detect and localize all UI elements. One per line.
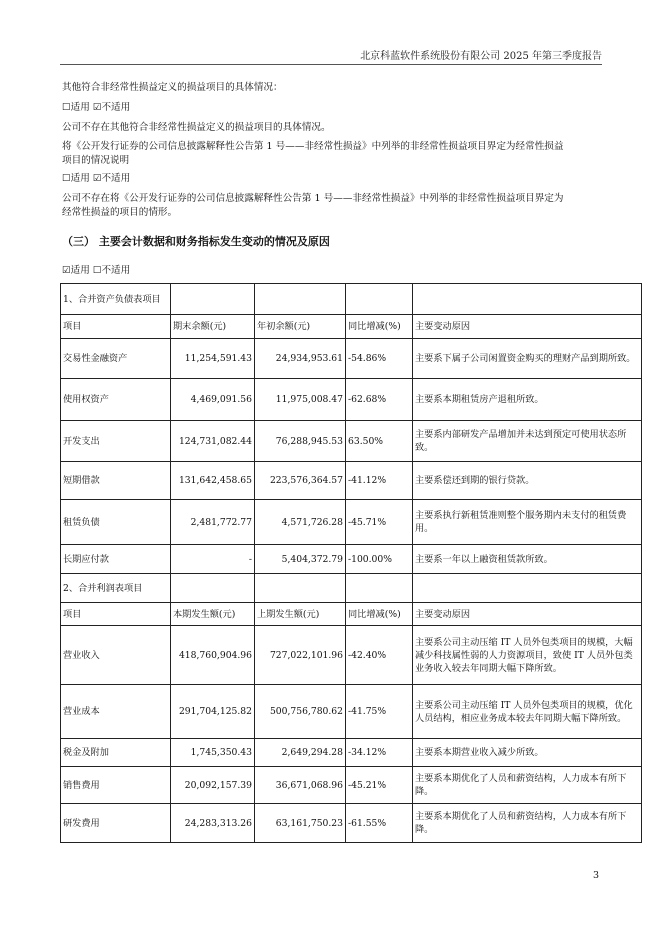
header-rule	[60, 64, 602, 65]
report-header: 北京科蓝软件系统股份有限公司 2025 年第三季度报告	[360, 51, 602, 62]
item-name: 短期借款	[61, 462, 171, 500]
prior-amount: 727,022,101.96	[255, 626, 346, 685]
column-header: 期末余额(元)	[171, 315, 255, 339]
prior-amount: 4,571,726.28	[255, 500, 346, 545]
table-row	[61, 767, 642, 804]
intro-line-4b: 经常性损益的项目的情形。	[62, 207, 178, 218]
prior-amount: 2,649,294.28	[255, 739, 346, 767]
current-amount: 4,469,091.56	[171, 379, 255, 421]
item-name: 租赁负债	[61, 500, 171, 545]
table-row	[61, 339, 642, 379]
prior-amount: 76,288,945.53	[255, 421, 346, 462]
change-percent: -62.68%	[346, 379, 413, 421]
item-name: 研发费用	[61, 804, 171, 843]
column-header: 项目	[61, 603, 171, 626]
current-amount: -	[171, 545, 255, 574]
empty-cell	[346, 284, 413, 315]
income-column-header-row	[61, 603, 642, 626]
table-row	[61, 685, 642, 739]
change-reason: 主要系偿还到期的银行贷款。	[413, 462, 642, 500]
balance-column-header-row	[61, 315, 642, 339]
column-header: 主要变动原因	[413, 315, 642, 339]
intro-line-1: 其他符合非经常性损益定义的损益项目的具体情况：	[62, 82, 283, 93]
prior-amount: 63,161,750.23	[255, 804, 346, 843]
current-amount: 1,745,350.43	[171, 739, 255, 767]
option-applicable: ☑适用 ☐不适用	[62, 265, 131, 276]
table-row	[61, 545, 642, 574]
table-row	[61, 379, 642, 421]
empty-cell	[413, 284, 642, 315]
empty-cell	[255, 284, 346, 315]
change-percent: -100.00%	[346, 545, 413, 574]
change-reason: 主要系一年以上融资租赁款所致。	[413, 545, 642, 574]
change-reason: 主要系本期租赁房产退租所致。	[413, 379, 642, 421]
current-amount: 418,760,904.96	[171, 626, 255, 685]
intro-line-3a: 将《公开发行证券的公司信息披露解释性公告第 1 号——非经常性损益》中列举的非经常性损益项目界定为经常性损益	[62, 141, 564, 152]
change-reason: 主要系本期优化了人员和薪资结构，人力成本有所下降。	[413, 804, 642, 843]
current-amount: 24,283,313.26	[171, 804, 255, 843]
column-header: 项目	[61, 315, 171, 339]
prior-amount: 24,934,953.61	[255, 339, 346, 379]
change-reason: 主要系下属子公司闲置资金购买的理财产品到期所致。	[413, 339, 642, 379]
option-not-applicable-1: ☐适用 ☑不适用	[62, 102, 131, 113]
change-reason: 主要系公司主动压缩 IT 人员外包类项目的规模，大幅减少科技属性弱的人力资源项目，致使 IT 人员外包类业务收入较去年同期大幅下降所致。	[413, 626, 642, 685]
income-heading-row	[61, 574, 642, 603]
prior-amount: 500,756,780.62	[255, 685, 346, 739]
column-header: 同比增减(%)	[346, 315, 413, 339]
change-percent: -42.40%	[346, 626, 413, 685]
change-reason: 主要系执行新租赁准则整个服务期内未支付的租赁费用。	[413, 500, 642, 545]
empty-cell	[255, 574, 346, 603]
item-name: 营业收入	[61, 626, 171, 685]
change-percent: -41.12%	[346, 462, 413, 500]
item-name: 营业成本	[61, 685, 171, 739]
prior-amount: 11,975,008.47	[255, 379, 346, 421]
column-header: 主要变动原因	[413, 603, 642, 626]
empty-cell	[346, 574, 413, 603]
option-not-applicable-2: ☐适用 ☑不适用	[62, 173, 131, 184]
change-percent: -61.55%	[346, 804, 413, 843]
table-row	[61, 500, 642, 545]
prior-amount: 5,404,372.79	[255, 545, 346, 574]
intro-line-3b: 项目的情况说明	[62, 155, 130, 166]
change-reason: 主要系本期优化了人员和薪资结构，人力成本有所下降。	[413, 767, 642, 804]
column-header: 同比增减(%)	[346, 603, 413, 626]
change-reason: 主要系内部研发产品增加并未达到预定可使用状态所致。	[413, 421, 642, 462]
column-header: 年初余额(元)	[255, 315, 346, 339]
prior-amount: 36,671,068.96	[255, 767, 346, 804]
change-reason: 主要系本期营业收入减少所致。	[413, 739, 642, 767]
current-amount: 2,481,772.77	[171, 500, 255, 545]
column-header: 本期发生额(元)	[171, 603, 255, 626]
intro-line-4a: 公司不存在将《公开发行证券的公司信息披露解释性公告第 1 号——非经常性损益》中列举的非经常性损益项目界定为	[62, 193, 564, 204]
change-percent: -45.21%	[346, 767, 413, 804]
empty-cell	[413, 574, 642, 603]
current-amount: 11,254,591.43	[171, 339, 255, 379]
change-percent: -45.71%	[346, 500, 413, 545]
financial-changes-table	[60, 283, 642, 843]
item-name: 交易性金融资产	[61, 339, 171, 379]
current-amount: 291,704,125.82	[171, 685, 255, 739]
table-row	[61, 462, 642, 500]
table-row	[61, 739, 642, 767]
item-name: 使用权资产	[61, 379, 171, 421]
page-number: 3	[593, 870, 600, 881]
current-amount: 131,642,458.65	[171, 462, 255, 500]
empty-cell	[171, 574, 255, 603]
column-header: 上期发生额(元)	[255, 603, 346, 626]
change-percent: -41.75%	[346, 685, 413, 739]
change-reason: 主要系公司主动压缩 IT 人员外包类项目的规模，优化人员结构，相应业务成本较去年同期大幅下降所致。	[413, 685, 642, 739]
change-percent: 63.50%	[346, 421, 413, 462]
current-amount: 20,092,157.39	[171, 767, 255, 804]
item-name: 开发支出	[61, 421, 171, 462]
table-row	[61, 626, 642, 685]
current-amount: 124,731,082.44	[171, 421, 255, 462]
item-name: 销售费用	[61, 767, 171, 804]
item-name: 税金及附加	[61, 739, 171, 767]
intro-line-2: 公司不存在其他符合非经常性损益定义的损益项目的具体情况。	[62, 122, 331, 133]
table-row	[61, 804, 642, 843]
table-row	[61, 421, 642, 462]
balance-heading-row	[61, 284, 642, 315]
empty-cell	[171, 284, 255, 315]
item-name: 长期应付款	[61, 545, 171, 574]
balance-heading: 1、合并资产负债表项目	[61, 284, 171, 315]
change-percent: -34.12%	[346, 739, 413, 767]
change-percent: -54.86%	[346, 339, 413, 379]
income-heading: 2、合并利润表项目	[61, 574, 171, 603]
section-title: （三） 主要会计数据和财务指标发生变动的情况及原因	[62, 235, 330, 248]
prior-amount: 223,576,364.57	[255, 462, 346, 500]
